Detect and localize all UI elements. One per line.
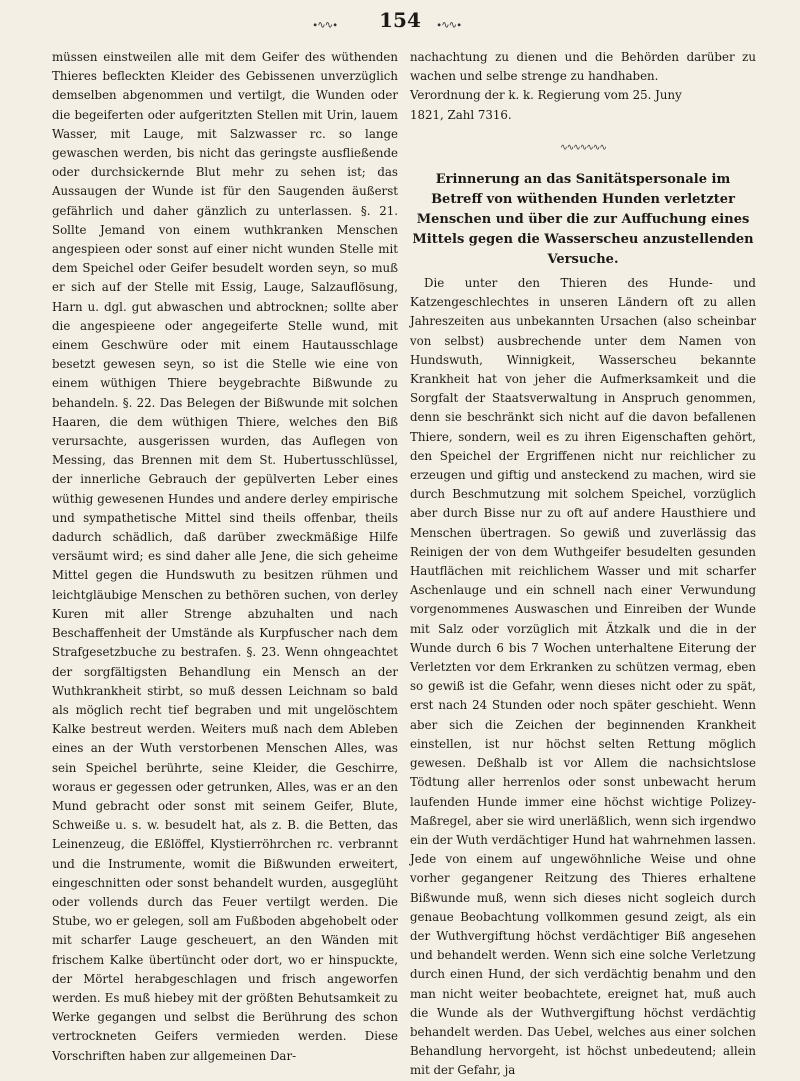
left-column [52,48,398,1066]
left-column-text: müssen einstweilen alle mit dem Geifer des wüthenden Thieres befleckten Kleider des Gebissenen unverzüglich demselben abgenommen und vertilgt, die Wunden oder die begeiferten oder aufgeritzten Stellen mit Urin, lauem Wasser, mit Lauge, mit Salzwasser rc. so lange gewaschen werden, bis nicht das geringste ausfließende oder durchsickernde Blut mehr zu sehen ist; das Aussaugen der Wunde ist für den Saugenden äußerst gefährlich und daher gänzlich zu unterlassen. §. 21. Sollte Jemand von einem wuthkranken Menschen angespieen oder sonst auf einer nicht wunden Stelle mit dem Speichel oder Geifer besudelt worden seyn, so muß er sich auf der Stelle mit Essig, Lauge, Salzauflösung, Harn u. dgl. gut abwaschen und abtrocknen; sollte aber die angespieene oder angegeiferte Stelle wund, mit einem Geschwüre oder mit einem Hautausschlage besetzt gewesen seyn, so ist die Stelle wie eine von einem wüthigen Thiere beygebrachte Bißwunde zu behandeln. §. 22. Das Belegen der Bißwunde mit solchen Haaren, die dem wüthigen Thiere, welches den Biß verursachte, ausgerissen wurden, das Auflegen von Messing, das Brennen mit dem St. Hubertusschlüssel, der innerliche Gebrauch der gepülverten Leber eines wüthig gewesenen Hundes und andere derley empirische und sympathetische Mittel sind theils offenbar, theils dadurch schädlich, daß darüber zweckmäßige Hilfe versäumt wird; es sind daher alle Jene, die sich geheime Mittel gegen die Hundswuth zu besitzen rühmen und leichtgläubige Menschen zu bethören suchen, von derley Kuren mit aller Strenge abzuhalten und nach Beschaffenheit der Umstände als Kurpfuscher nach dem Strafgesetzbuche zu bestrafen. §. 23. Wenn ohngeachtet der sorgfältigsten Behandlung ein Mensch an der Wuthkrankheit stirbt, so muß dessen Leichnam so bald als möglich recht tief begraben und mit ungelöschtem Kalke bestreut werden. Weiters muß nach dem Ableben eines an der Wuth verstorbenen Menschen Alles, was sein Speichel berührte, seine Kleider, die Geschirre, woraus er gegessen oder getrunken, Alles, was er an den Mund gebracht oder sonst mit seinem Geifer, Blute, Schweiße u. s. w. besudelt hat, als z. B. die Betten, das Leinenzeug, die Eßlöffel, Klystierröhrchen rc. verbrannt und die Instrumente, womit die Bißwunden erweitert, eingeschnitten oder sonst behandelt wurden, ausgeglüht oder vollends durch das Feuer vertilgt werden. Die Stube, wo er gelegen, soll am Fußboden abgehobelt oder mit scharfer Lauge gescheuert, an den Wänden mit frischem Kalke übertüncht oder dort, wo er hinspuckte, der Mörtel herabgeschlagen und frisch angeworfen werden. Es muß hiebey mit der größten Behutsamkeit zu Werke gegangen und selbst die Berührung des schon vertrockneten Geifers vermieden werden. Diese Vorschriften haben zur allgemeinen Dar- [52,50,398,1063]
decree-line-1: Verordnung der k. k. Regierung vom 25. Juny [410,88,682,103]
right-column-body-text: Die unter den Thieren des Hunde- und Katzengeschlechtes in unseren Ländern oft zu allen Jahreszeiten aus unbekannten Ursachen (also scheinbar von selbst) ausbrechende unter dem Namen von Hundswuth, Winnigkeit, Wasserscheu bekannte Krankheit hat von jeher die Aufmerksamkeit und die Sorgfalt der Staatsverwaltung in Anspruch genommen, denn sie beschränkt sich nicht auf die davon befallenen Thiere, sondern, weil es zu ihren Eigenschaften gehört, den Speichel der Ergriffenen nicht nur reichlicher zu erzeugen und giftig und ansteckend zu machen, wird sie durch Beschmutzung mit solchem Speichel, vorzüglich aber durch Bisse nur zu oft auf andere Hausthiere und Menschen übertragen. So gewiß und zuverlässig das Reinigen der von dem Wuthgeifer besudelten gesunden Hautflächen mit reichlichem Wasser und mit scharfer Aschenlauge und ein schnell nach einer Verwundung vorgenommenes Auswaschen und Einreiben der Wunde mit Salz oder vorzüglich mit Ätzkalk und die in der Wunde durch 6 bis 7 Wochen unterhaltene Eiterung der Verletzten vor dem Erkranken zu schützen vermag, eben so gewiß ist die Gefahr, wenn dieses nicht oder zu spät, erst nach 24 Stunden oder noch später geschieht. Wenn aber sich die Zeichen der beginnenden Krankheit einstellen, ist nur höchst selten Rettung möglich gewesen. Deßhalb ist vor Allem die nachsichtslose Tödtung aller herrenlos oder sonst unbewacht herum laufenden Hunde immer eine höchst wichtige Polizey-Maßregel, aber sie wird unerläßlich, wenn sich irgendwo ein der Wuth verdächtiger Hund hat wahrnehmen lassen. Jede von einem auf ungewöhnliche Weise und ohne vorher gegangener Reitzung des Thieres erhaltene Bißwunde muß, wenn sich dieses nicht sogleich durch genaue Beobachtung vollkommen gesund zeigt, als ein der Wuthvergiftung höchst verdächtiger Biß angesehen und behandelt werden. Wenn sich eine solche Verletzung durch einen Hund, der sich verdächtig benahm und den man nicht weiter beobachtete, ereignet hat, muß auch die Wunde als der Wuthvergiftung höchst verdächtig behandelt werden. Das Uebel, welches aus einer solchen Behandlung hervorgeht, ist höchst unbedeutend; allein mit der Gefahr, ja [410,276,756,1078]
right-column-intro-text: nachachtung zu dienen und die Behörden darüber zu wachen und selbe strenge zu handhaben. [410,50,756,84]
decree-line-2: 1821, Zahl 7316. [410,107,512,122]
header-ornament-right: ∙∿∿∙ [436,20,462,31]
header-ornament-left: ∙∿∿∙ [312,20,338,31]
decree-reference [410,86,756,124]
right-column [410,48,756,1081]
section-heading: Erinnerung an das Sanitätspersonale im Betreff von wüthenden Hunden verletzter Menschen und über die zur Auffuchung eines Mittels gegen die Wasserscheu anzustellenden Versuche. [412,172,754,268]
page-header [0,8,800,38]
page-number: 154 [379,8,421,32]
section-separator: ∿∿∿∿∿∿∿ [560,142,606,153]
